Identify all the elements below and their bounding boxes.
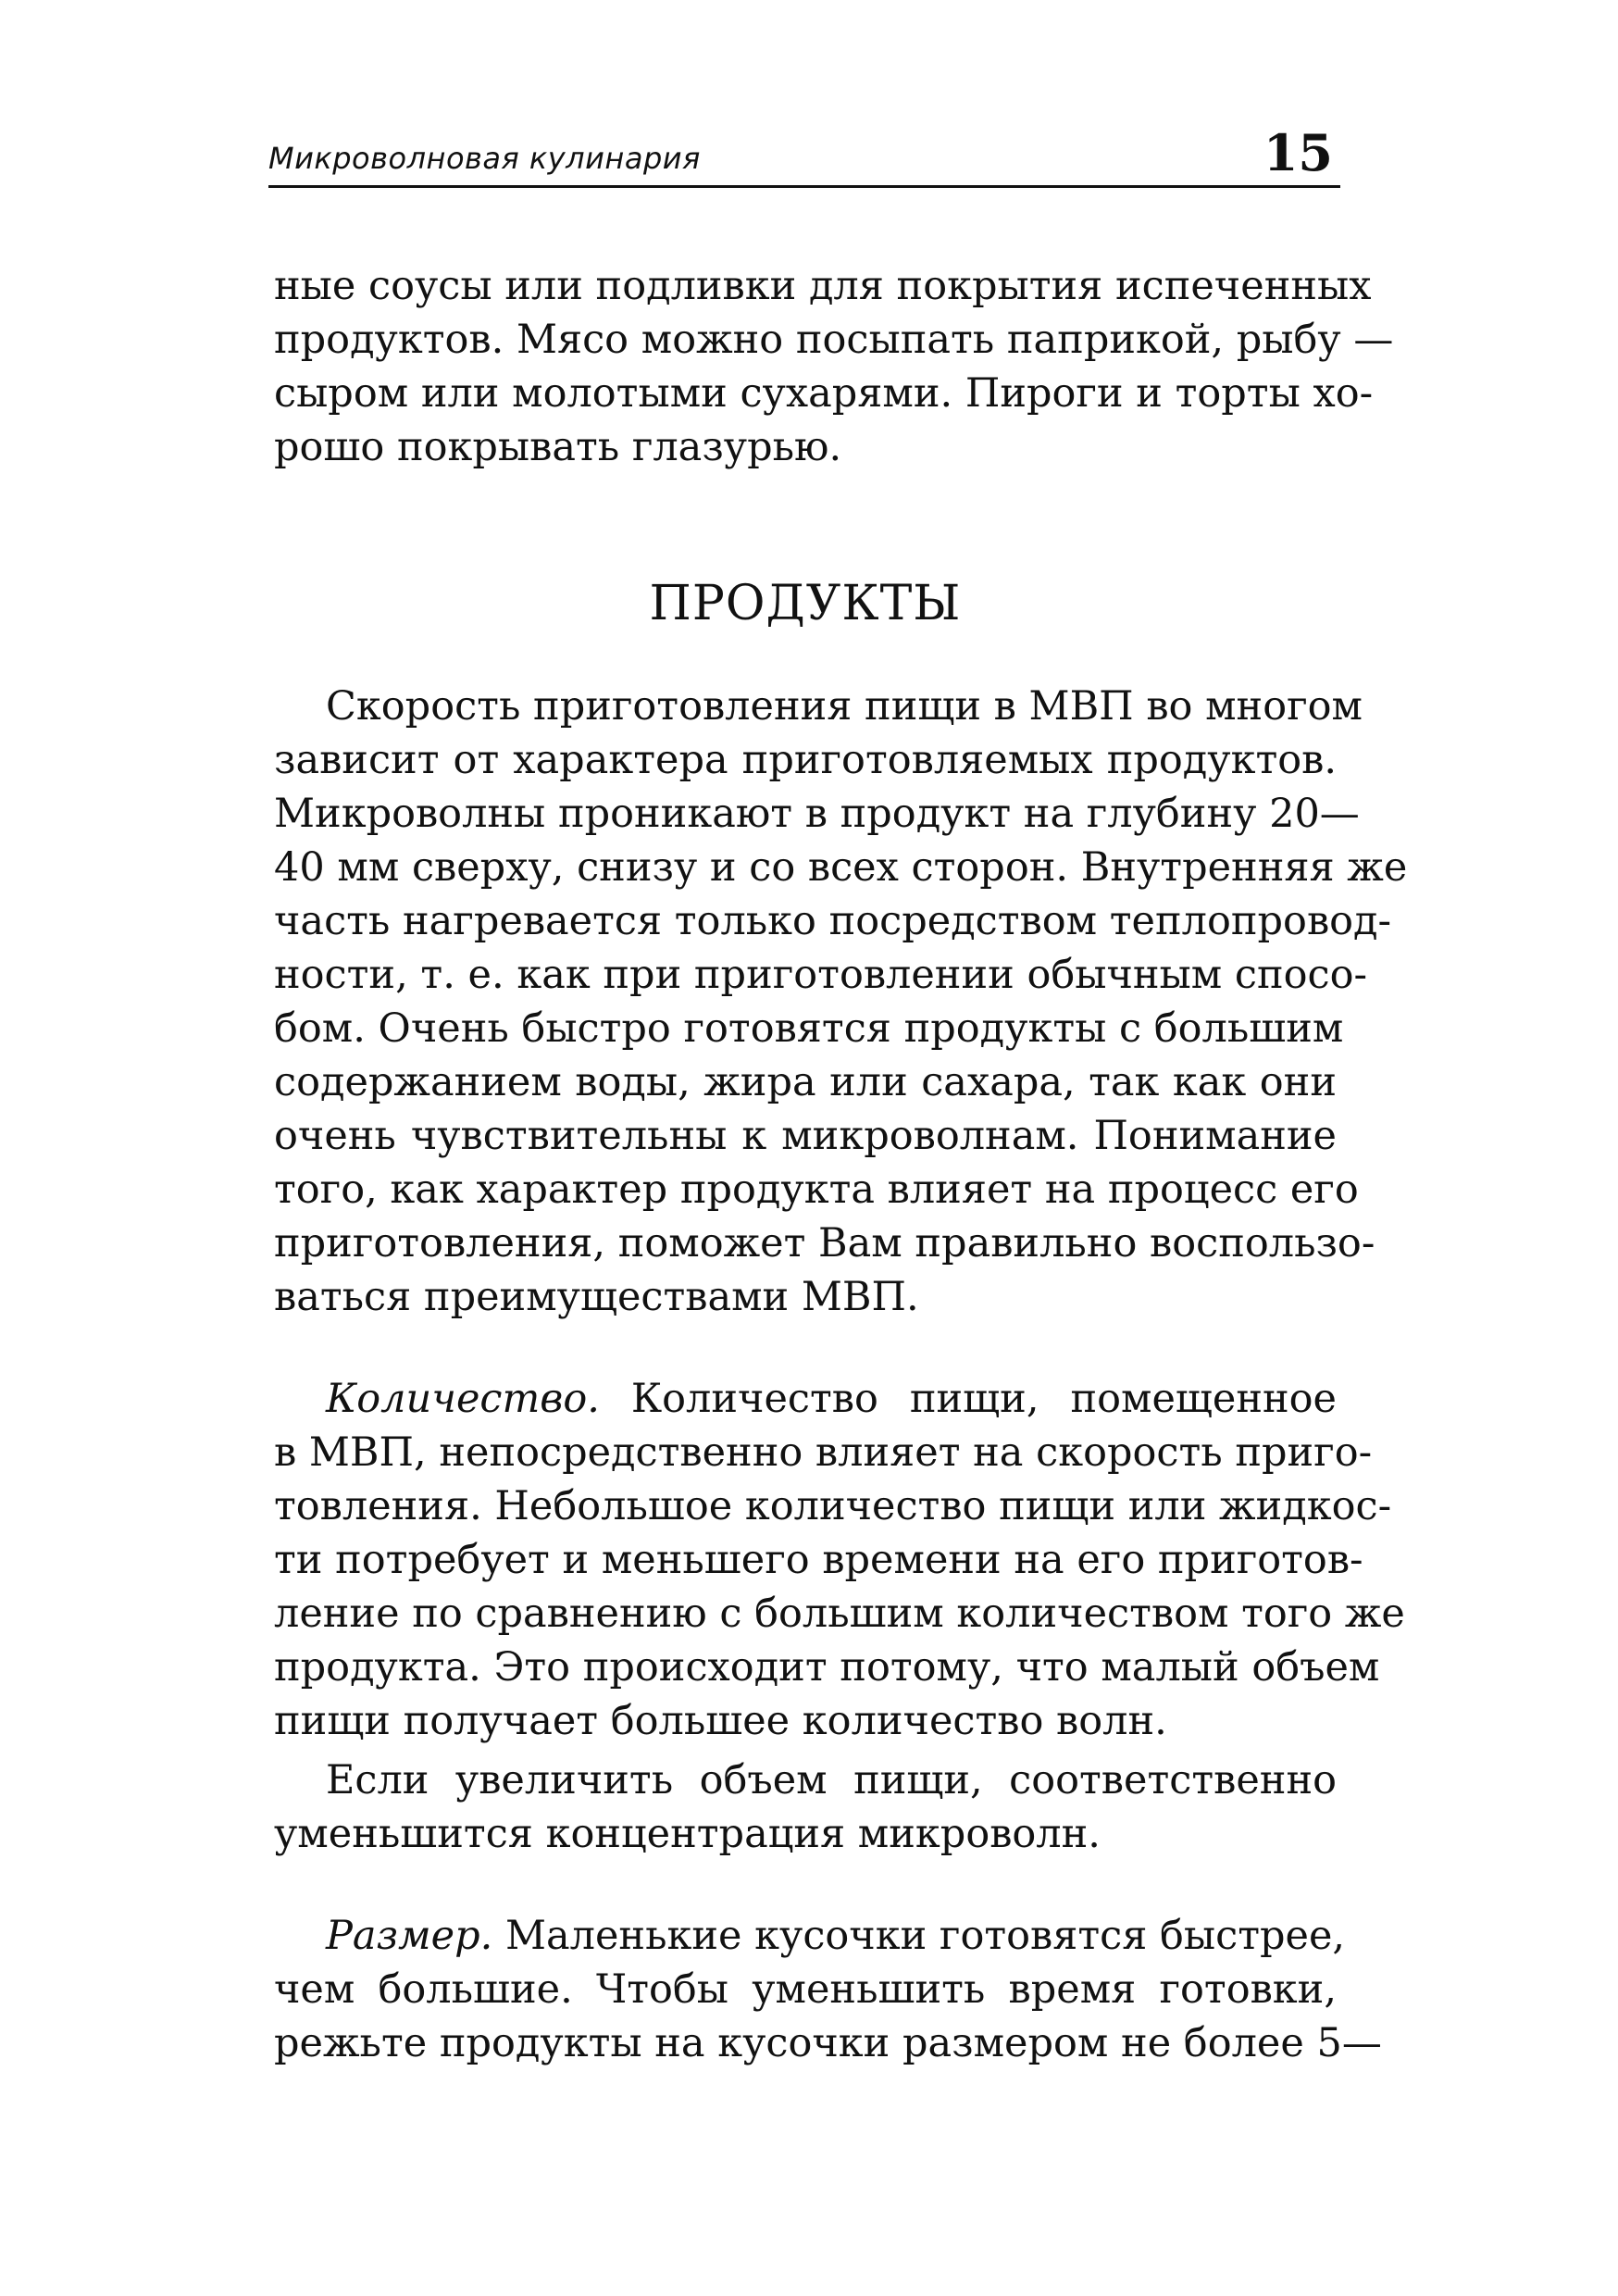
text-line: ности, т. е. как при приготовлении обычным спосо- (274, 952, 1368, 998)
page-number: 15 (1263, 123, 1333, 182)
section-title: ПРОДУКТЫ (649, 576, 962, 631)
text-line: Микроволны проникают в продукт на глубину 20— (274, 791, 1360, 837)
text-line: приготовления, поможет Вам правильно воспользо- (274, 1220, 1375, 1267)
paragraph-size (274, 1909, 1382, 2070)
text-line: уменьшится концентрация микроволн. (274, 1811, 1101, 1857)
text-line: сыром или молотыми сухарями. Пироги и торты хо- (274, 370, 1374, 417)
quantity-lead: Количество. (326, 1376, 600, 1422)
text-line: пищи получает большее количество волн. (274, 1698, 1167, 1744)
size-lead: Размер. (326, 1913, 493, 1959)
text-line: ти потребует и меньшего времени на его приготов- (274, 1537, 1363, 1583)
text-line: ваться преимуществами МВП. (274, 1274, 919, 1320)
text-line (274, 1372, 1337, 1426)
text-line: Скорость приготовления пищи в МВП во многом (326, 683, 1363, 730)
text-line: очень чувствительны к микроволнам. Понимание (274, 1113, 1337, 1159)
text-line: зависит от характера приготовляемых продуктов. (274, 737, 1337, 783)
text-line: ные соусы или подливки для покрытия испеченных (274, 263, 1372, 309)
text-line: чем большие. Чтобы уменьшить время готовки, (274, 1966, 1337, 2013)
intro-paragraph (274, 259, 1394, 474)
text-line: товления. Небольшое количество пищи или жидкос- (274, 1483, 1392, 1529)
text-line: продукта. Это происходит потому, что малый объем (274, 1644, 1380, 1691)
text-line: бом. Очень быстро готовятся продукты с большим (274, 1005, 1344, 1052)
paragraph-quantity (274, 1372, 1405, 1861)
text-line: режьте продукты на кусочки размером не более 5— (274, 2020, 1382, 2066)
text-line: содержанием воды, жира или сахара, так как они (274, 1059, 1337, 1105)
text-line: ление по сравнению с большим количеством того же (274, 1591, 1405, 1637)
text-line: 40 мм сверху, снизу и со всех сторон. Внутренняя же (274, 844, 1408, 891)
text-line: того, как характер продукта влияет на процесс его (274, 1167, 1359, 1213)
size-first-line: Маленькие кусочки готовятся быстрее, (492, 1913, 1346, 1959)
paragraph-products (274, 680, 1408, 1324)
text-line: в МВП, непосредственно влияет на скорость приго- (274, 1429, 1373, 1476)
running-title: Микроволновая кулинария (268, 141, 701, 176)
text-line: продуктов. Мясо можно посыпать паприкой, рыбу — (274, 317, 1394, 363)
page-body (274, 259, 1408, 2070)
quantity-first-line: Количество пищи, помещенное (599, 1376, 1337, 1422)
text-line: Если увеличить объем пищи, соответственно (326, 1757, 1337, 1803)
page-header (268, 119, 1340, 188)
text-line: рошо покрывать глазурью. (274, 424, 842, 470)
text-line: часть нагревается только посредством теплопровод- (274, 898, 1392, 944)
text-line (274, 1909, 1346, 1963)
